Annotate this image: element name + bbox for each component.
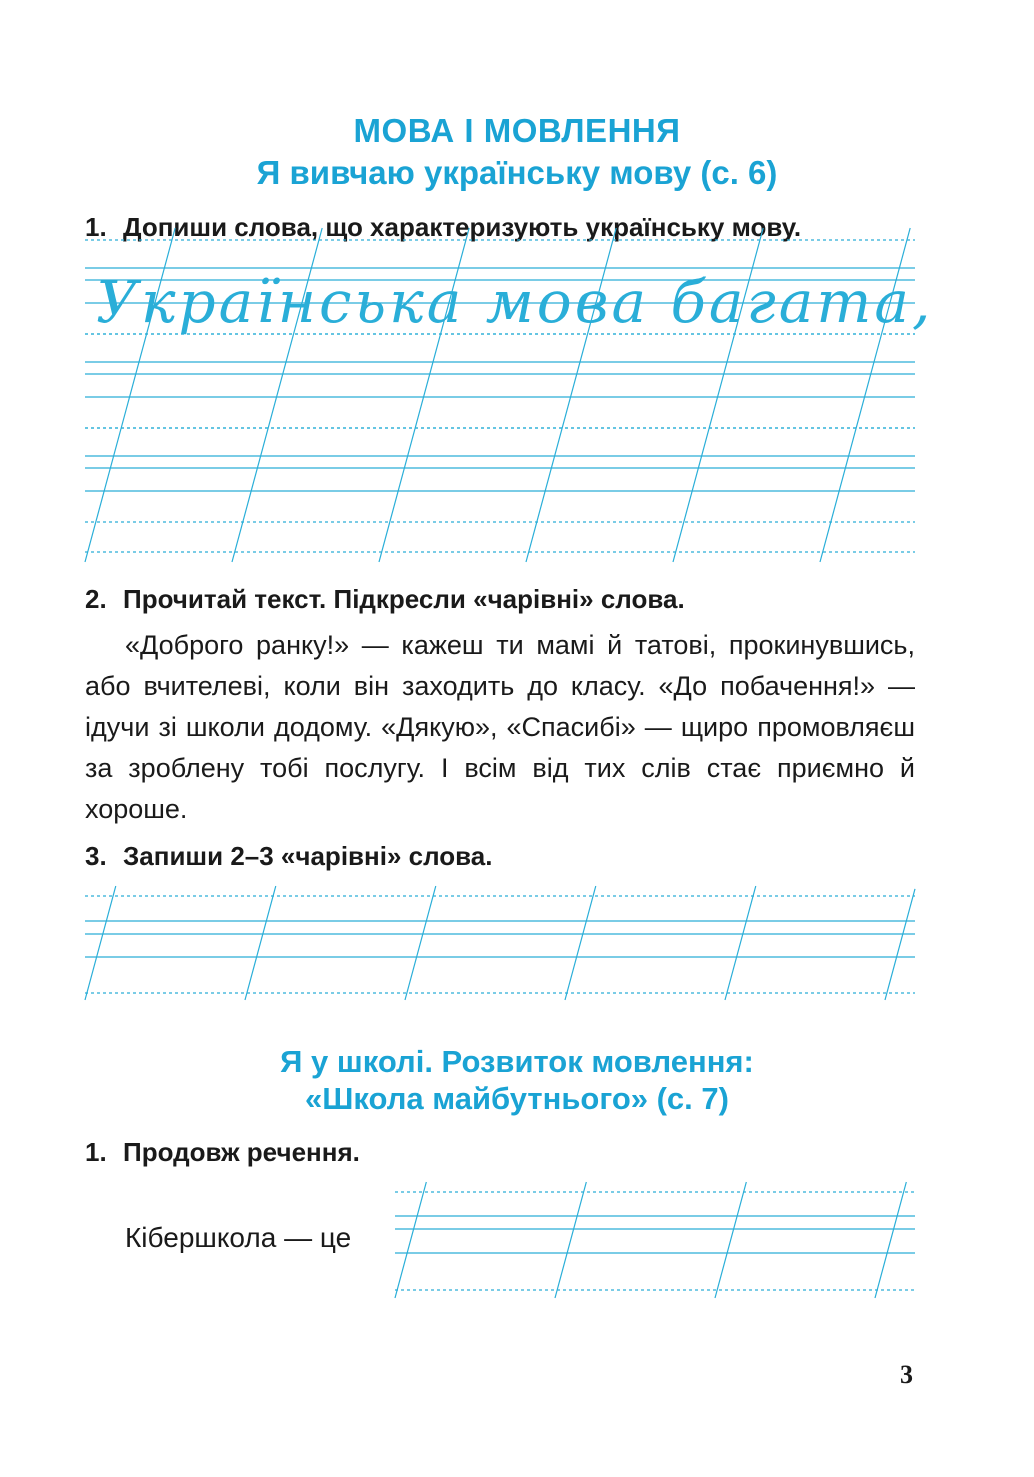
task-2-heading <box>85 584 685 615</box>
task-text: Допиши слова, що характеризують українську мову. <box>123 212 802 242</box>
reading-text <box>85 625 915 830</box>
task3-slant-line <box>245 886 276 1000</box>
task-text: Прочитай текст. Підкресли «чарівні» слова. <box>123 584 685 614</box>
lesson-2-title-line-2: «Школа майбутнього» (с. 7) <box>305 1081 729 1116</box>
task-number: 2. <box>85 584 107 614</box>
lesson2-slant-line <box>395 1182 426 1298</box>
lesson2-slant-line <box>875 1182 906 1298</box>
task3-slant-line <box>85 886 116 1000</box>
lesson2-slant-line <box>715 1182 746 1298</box>
task3-slant-line <box>565 886 596 1000</box>
lesson-2-task-1-heading <box>85 1137 360 1168</box>
task-number: 1. <box>85 212 107 242</box>
task-text: Запиши 2–3 «чарівні» слова. <box>123 841 493 871</box>
task3-slant-line <box>405 886 436 1000</box>
task3-slant-line <box>885 889 915 1000</box>
lesson2-slant-line <box>555 1182 586 1298</box>
section-title: МОВА І МОВЛЕННЯ <box>353 112 681 149</box>
task-number: 1. <box>85 1137 107 1167</box>
task3-slant-line <box>725 886 756 1000</box>
page-number: 3 <box>900 1360 913 1389</box>
reading-paragraph: «Доброго ранку!» — кажеш ти мамі й татові, прокинувшись, або вчителеві, коли він заходить до класу. «До побачення!» — ідучи зі школи додому. «Дякую», «Спасибі» — щиро промовляєш за зроблену тобі послугу. І всім від тих слів стає приємно й хороше. <box>85 630 915 824</box>
task-number: 3. <box>85 841 107 871</box>
lesson-2-title-line-1: Я у школі. Розвиток мовлення: <box>280 1044 754 1079</box>
task-text: Продовж речення. <box>123 1137 360 1167</box>
task-3-heading <box>85 841 492 872</box>
sentence-start: Кібершкола — це <box>125 1222 352 1253</box>
handwriting-sample: Українська мова багата, <box>96 268 934 336</box>
lesson-1-title: Я вивчаю українську мову (с. 6) <box>256 154 778 191</box>
